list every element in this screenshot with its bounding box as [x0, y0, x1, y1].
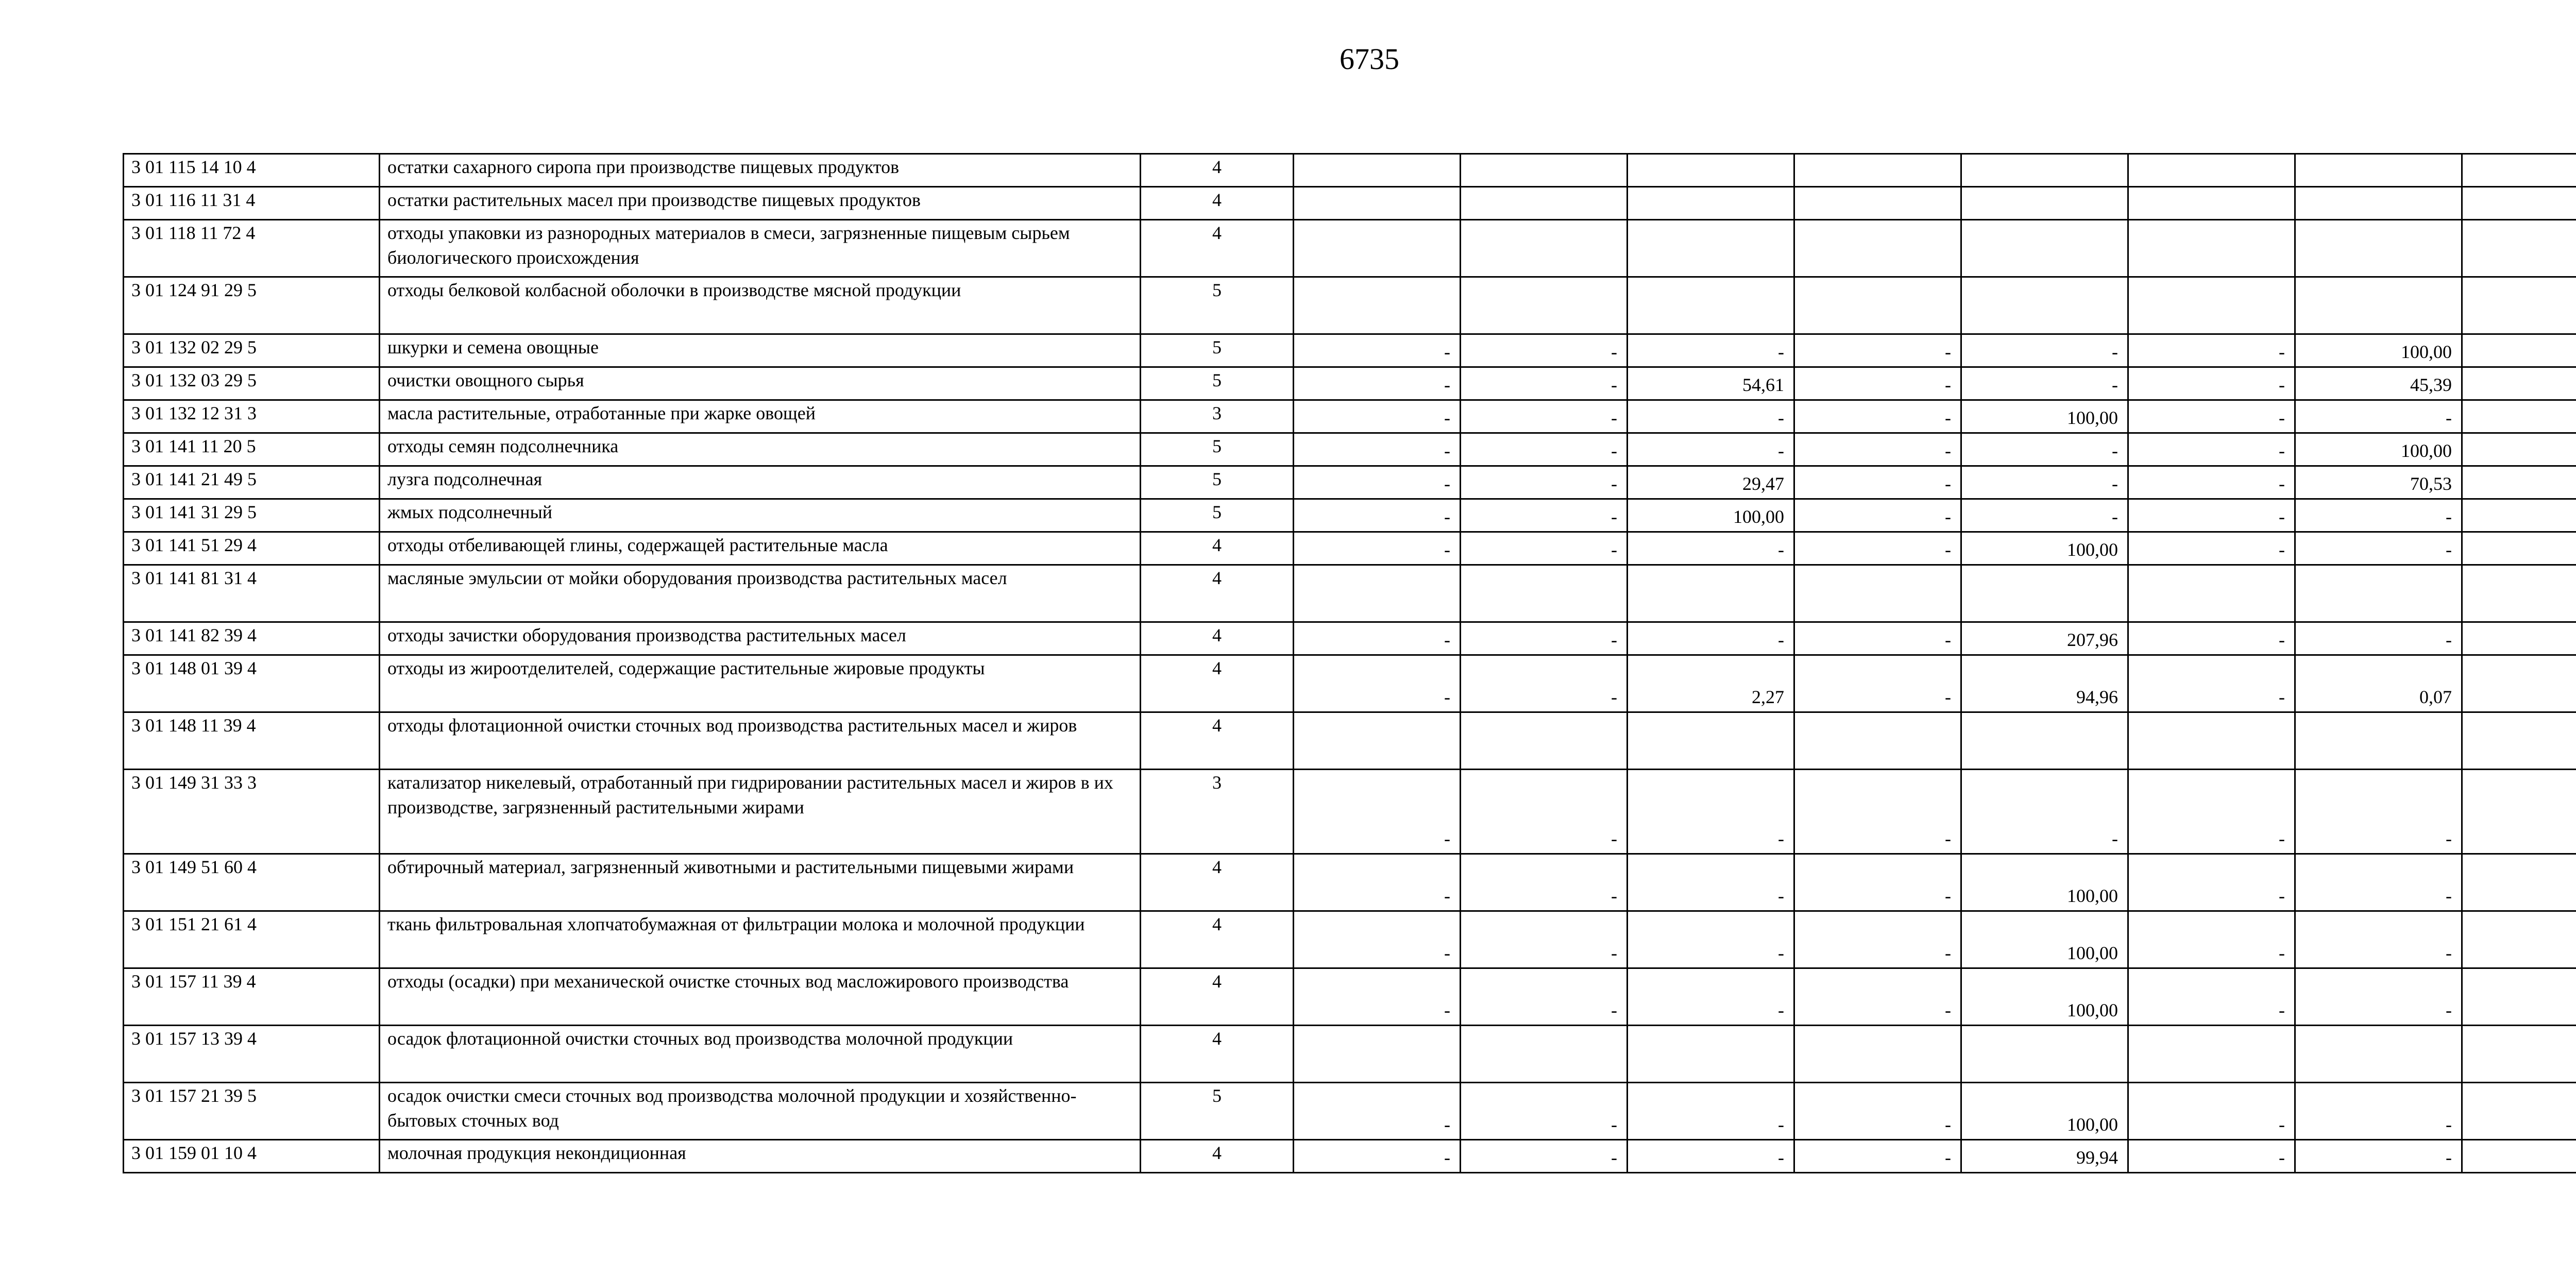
value-cell: [2462, 154, 2576, 187]
value-cell: -: [1794, 334, 1961, 367]
value-cell: -: [1461, 655, 1628, 712]
value-cell: -: [1794, 655, 1961, 712]
value-cell: -: [1628, 400, 1794, 433]
value-cell: -: [1628, 1083, 1794, 1140]
value-cell: [2128, 220, 2295, 277]
value-cell: -: [1294, 1083, 1461, 1140]
value-cell: -: [2128, 622, 2295, 655]
waste-code-cell: 3 01 141 81 31 4: [124, 565, 380, 622]
hazard-class-cell: 5: [1141, 433, 1294, 466]
value-cell: -: [1961, 367, 2128, 400]
waste-code-cell: 3 01 141 21 49 5: [124, 466, 380, 499]
hazard-class-cell: 4: [1141, 220, 1294, 277]
value-cell: [1294, 220, 1461, 277]
hazard-class-cell: 4: [1141, 655, 1294, 712]
value-cell: -: [1461, 532, 1628, 565]
hazard-class-cell: 4: [1141, 532, 1294, 565]
waste-name-cell: лузга подсолнечная: [380, 466, 1141, 499]
value-cell: -: [1794, 770, 1961, 854]
value-cell: [2128, 277, 2295, 334]
value-cell: -: [2128, 532, 2295, 565]
waste-name-cell: ткань фильтровальная хлопчатобумажная от фильтрации молока и молочной продукции: [380, 911, 1141, 968]
value-cell: 99,94: [1961, 1140, 2128, 1173]
value-cell: -: [2295, 1083, 2462, 1140]
value-cell: [2462, 968, 2576, 1026]
value-cell: -: [1294, 911, 1461, 968]
waste-table: [123, 153, 2576, 1173]
value-cell: -: [1794, 1083, 1961, 1140]
waste-name-cell: шкурки и семена овощные: [380, 334, 1141, 367]
value-cell: -: [2295, 854, 2462, 911]
table-row: [124, 220, 2576, 277]
table-row: [124, 433, 2576, 466]
value-cell: [1794, 1026, 1961, 1083]
waste-name-cell: масляные эмульсии от мойки оборудования производства растительных масел: [380, 565, 1141, 622]
hazard-class-cell: 4: [1141, 154, 1294, 187]
value-cell: -: [1794, 400, 1961, 433]
waste-name-cell: осадок флотационной очистки сточных вод производства молочной продукции: [380, 1026, 1141, 1083]
value-cell: -: [2128, 1083, 2295, 1140]
table-row: [124, 187, 2576, 220]
waste-code-cell: 3 01 141 11 20 5: [124, 433, 380, 466]
value-cell: -: [1461, 1083, 1628, 1140]
waste-code-cell: 3 01 132 03 29 5: [124, 367, 380, 400]
value-cell: [2295, 565, 2462, 622]
value-cell: [1794, 154, 1961, 187]
value-cell: -: [1628, 968, 1794, 1026]
hazard-class-cell: 4: [1141, 1140, 1294, 1173]
hazard-class-cell: 4: [1141, 968, 1294, 1026]
value-cell: 0,07: [2295, 655, 2462, 712]
value-cell: -: [1461, 499, 1628, 532]
value-cell: -: [1294, 655, 1461, 712]
value-cell: [1294, 1026, 1461, 1083]
value-cell: 100,00: [1961, 532, 2128, 565]
value-cell: -: [2295, 770, 2462, 854]
waste-code-cell: 3 01 132 02 29 5: [124, 334, 380, 367]
value-cell: 45,39: [2295, 367, 2462, 400]
value-cell: -: [2128, 655, 2295, 712]
waste-name-cell: масла растительные, отработанные при жарке овощей: [380, 400, 1141, 433]
waste-code-cell: 3 01 124 91 29 5: [124, 277, 380, 334]
value-cell: [1294, 565, 1461, 622]
hazard-class-cell: 4: [1141, 911, 1294, 968]
value-cell: [2295, 1026, 2462, 1083]
value-cell: -: [2128, 433, 2295, 466]
value-cell: -: [2128, 400, 2295, 433]
value-cell: -: [1794, 622, 1961, 655]
table-row: [124, 1140, 2576, 1173]
hazard-class-cell: 3: [1141, 770, 1294, 854]
hazard-class-cell: 4: [1141, 622, 1294, 655]
value-cell: -: [1461, 911, 1628, 968]
table-row: [124, 367, 2576, 400]
value-cell: [2295, 277, 2462, 334]
value-cell: [2295, 187, 2462, 220]
value-cell: [2462, 770, 2576, 854]
value-cell: 100,00: [1961, 911, 2128, 968]
value-cell: -: [1628, 911, 1794, 968]
waste-name-cell: обтирочный материал, загрязненный животными и растительными пищевыми жирами: [380, 854, 1141, 911]
value-cell: [2128, 712, 2295, 770]
value-cell: [2462, 532, 2576, 565]
value-cell: 100,00: [1628, 499, 1794, 532]
value-cell: -: [2128, 968, 2295, 1026]
value-cell: -: [1294, 433, 1461, 466]
table-row: [124, 565, 2576, 622]
value-cell: [1794, 565, 1961, 622]
value-cell: [1961, 187, 2128, 220]
value-cell: [2462, 400, 2576, 433]
table-row: [124, 154, 2576, 187]
value-cell: -: [1294, 367, 1461, 400]
value-cell: -: [1628, 532, 1794, 565]
value-cell: 29,47: [1628, 466, 1794, 499]
value-cell: -: [1961, 770, 2128, 854]
value-cell: -: [1461, 400, 1628, 433]
value-cell: 100,00: [2295, 433, 2462, 466]
value-cell: -: [1628, 433, 1794, 466]
value-cell: [2295, 154, 2462, 187]
waste-code-cell: 3 01 157 21 39 5: [124, 1083, 380, 1140]
value-cell: -: [2295, 532, 2462, 565]
waste-name-cell: отходы из жироотделителей, содержащие растительные жировые продукты: [380, 655, 1141, 712]
value-cell: [2462, 655, 2576, 712]
value-cell: -: [1628, 622, 1794, 655]
table-row: [124, 532, 2576, 565]
value-cell: [1961, 565, 2128, 622]
waste-code-cell: 3 01 141 31 29 5: [124, 499, 380, 532]
value-cell: -: [1294, 770, 1461, 854]
value-cell: -: [1794, 499, 1961, 532]
value-cell: -: [1461, 1140, 1628, 1173]
value-cell: -: [1294, 854, 1461, 911]
waste-name-cell: отходы отбеливающей глины, содержащей растительные масла: [380, 532, 1141, 565]
value-cell: [1294, 277, 1461, 334]
value-cell: [1794, 187, 1961, 220]
table-row: [124, 1083, 2576, 1140]
value-cell: -: [2128, 854, 2295, 911]
value-cell: 100,00: [2295, 334, 2462, 367]
table-row: [124, 911, 2576, 968]
value-cell: [2128, 154, 2295, 187]
waste-code-cell: 3 01 115 14 10 4: [124, 154, 380, 187]
value-cell: -: [1461, 968, 1628, 1026]
hazard-class-cell: 5: [1141, 367, 1294, 400]
value-cell: -: [2128, 499, 2295, 532]
value-cell: -: [1294, 400, 1461, 433]
waste-code-cell: 3 01 149 31 33 3: [124, 770, 380, 854]
value-cell: -: [2128, 334, 2295, 367]
table-row: [124, 334, 2576, 367]
value-cell: [2462, 466, 2576, 499]
value-cell: [1628, 187, 1794, 220]
hazard-class-cell: 5: [1141, 277, 1294, 334]
value-cell: -: [2295, 499, 2462, 532]
value-cell: -: [1628, 334, 1794, 367]
waste-name-cell: очистки овощного сырья: [380, 367, 1141, 400]
waste-code-cell: 3 01 148 11 39 4: [124, 712, 380, 770]
value-cell: [2462, 1083, 2576, 1140]
value-cell: 54,61: [1628, 367, 1794, 400]
value-cell: -: [1294, 499, 1461, 532]
hazard-class-cell: 4: [1141, 187, 1294, 220]
value-cell: [1294, 187, 1461, 220]
value-cell: 207,96: [1961, 622, 2128, 655]
waste-name-cell: остатки растительных масел при производстве пищевых продуктов: [380, 187, 1141, 220]
value-cell: -: [1294, 968, 1461, 1026]
waste-code-cell: 3 01 151 21 61 4: [124, 911, 380, 968]
value-cell: [2295, 712, 2462, 770]
waste-code-cell: 3 01 157 13 39 4: [124, 1026, 380, 1083]
value-cell: 94,96: [1961, 655, 2128, 712]
value-cell: [2462, 712, 2576, 770]
waste-code-cell: 3 01 141 82 39 4: [124, 622, 380, 655]
value-cell: -: [2128, 770, 2295, 854]
value-cell: -: [1794, 968, 1961, 1026]
table-row: [124, 277, 2576, 334]
value-cell: -: [1628, 1140, 1794, 1173]
value-cell: [2462, 622, 2576, 655]
value-cell: -: [1961, 466, 2128, 499]
table-row: [124, 854, 2576, 911]
hazard-class-cell: 5: [1141, 499, 1294, 532]
value-cell: 100,00: [1961, 1083, 2128, 1140]
value-cell: [2462, 1140, 2576, 1173]
value-cell: -: [1961, 334, 2128, 367]
value-cell: 100,00: [1961, 854, 2128, 911]
waste-name-cell: молочная продукция некондиционная: [380, 1140, 1141, 1173]
waste-name-cell: отходы семян подсолнечника: [380, 433, 1141, 466]
value-cell: 2,27: [1628, 655, 1794, 712]
value-cell: [1628, 1026, 1794, 1083]
value-cell: 70,53: [2295, 466, 2462, 499]
hazard-class-cell: 4: [1141, 565, 1294, 622]
value-cell: [1628, 277, 1794, 334]
table-row: [124, 712, 2576, 770]
value-cell: [1461, 187, 1628, 220]
value-cell: -: [1294, 334, 1461, 367]
value-cell: [1961, 277, 2128, 334]
value-cell: [1294, 712, 1461, 770]
page-number: 6735: [1340, 42, 1399, 76]
waste-code-cell: 3 01 148 01 39 4: [124, 655, 380, 712]
value-cell: -: [1461, 854, 1628, 911]
hazard-class-cell: 4: [1141, 1026, 1294, 1083]
table-row: [124, 400, 2576, 433]
waste-code-cell: 3 01 118 11 72 4: [124, 220, 380, 277]
value-cell: [1628, 565, 1794, 622]
value-cell: [2462, 911, 2576, 968]
value-cell: [2295, 220, 2462, 277]
waste-code-cell: 3 01 149 51 60 4: [124, 854, 380, 911]
value-cell: [1628, 712, 1794, 770]
value-cell: -: [2295, 911, 2462, 968]
value-cell: [2462, 187, 2576, 220]
value-cell: -: [1961, 499, 2128, 532]
value-cell: [2128, 1026, 2295, 1083]
value-cell: -: [1294, 1140, 1461, 1173]
value-cell: [1794, 277, 1961, 334]
value-cell: -: [2128, 911, 2295, 968]
value-cell: -: [1461, 466, 1628, 499]
value-cell: [1628, 220, 1794, 277]
value-cell: -: [1794, 532, 1961, 565]
waste-code-cell: 3 01 116 11 31 4: [124, 187, 380, 220]
value-cell: [1794, 220, 1961, 277]
table-row: [124, 622, 2576, 655]
hazard-class-cell: 4: [1141, 712, 1294, 770]
waste-name-cell: осадок очистки смеси сточных вод производства молочной продукции и хозяйственно-бытовых сточных вод: [380, 1083, 1141, 1140]
value-cell: -: [2295, 1140, 2462, 1173]
table-row: [124, 466, 2576, 499]
value-cell: -: [1294, 622, 1461, 655]
table-body: [124, 154, 2576, 1173]
value-cell: -: [1461, 622, 1628, 655]
value-cell: -: [1794, 367, 1961, 400]
value-cell: -: [1794, 433, 1961, 466]
hazard-class-cell: 4: [1141, 854, 1294, 911]
value-cell: 100,00: [1961, 968, 2128, 1026]
value-cell: -: [1294, 532, 1461, 565]
waste-code-cell: 3 01 132 12 31 3: [124, 400, 380, 433]
value-cell: [1461, 277, 1628, 334]
value-cell: -: [2295, 968, 2462, 1026]
table-row: [124, 655, 2576, 712]
waste-name-cell: катализатор никелевый, отработанный при гидрировании растительных масел и жиров в их производстве, загрязненный растительными жирами: [380, 770, 1141, 854]
value-cell: -: [1461, 770, 1628, 854]
value-cell: [2462, 433, 2576, 466]
value-cell: [1461, 712, 1628, 770]
value-cell: [1794, 712, 1961, 770]
value-cell: [1294, 154, 1461, 187]
table-row: [124, 770, 2576, 854]
value-cell: [1628, 154, 1794, 187]
value-cell: [1961, 154, 2128, 187]
waste-name-cell: отходы флотационной очистки сточных вод производства растительных масел и жиров: [380, 712, 1141, 770]
waste-name-cell: жмых подсолнечный: [380, 499, 1141, 532]
waste-name-cell: отходы (осадки) при механической очистке сточных вод масложирового производства: [380, 968, 1141, 1026]
waste-name-cell: отходы упаковки из разнородных материалов в смеси, загрязненные пищевым сырьем биологического происхождения: [380, 220, 1141, 277]
waste-name-cell: отходы зачистки оборудования производства растительных масел: [380, 622, 1141, 655]
value-cell: -: [1294, 466, 1461, 499]
value-cell: [2462, 277, 2576, 334]
value-cell: [2462, 334, 2576, 367]
value-cell: [1461, 565, 1628, 622]
value-cell: [2462, 499, 2576, 532]
hazard-class-cell: 5: [1141, 1083, 1294, 1140]
value-cell: [1461, 220, 1628, 277]
value-cell: -: [2128, 367, 2295, 400]
value-cell: [1961, 220, 2128, 277]
value-cell: -: [1461, 334, 1628, 367]
hazard-class-cell: 5: [1141, 466, 1294, 499]
value-cell: -: [1461, 367, 1628, 400]
value-cell: [1461, 154, 1628, 187]
value-cell: -: [2128, 466, 2295, 499]
table-row: [124, 1026, 2576, 1083]
value-cell: -: [2295, 622, 2462, 655]
value-cell: -: [1628, 854, 1794, 911]
value-cell: -: [2128, 1140, 2295, 1173]
value-cell: [1461, 1026, 1628, 1083]
table-row: [124, 499, 2576, 532]
value-cell: [2462, 1026, 2576, 1083]
value-cell: [2462, 220, 2576, 277]
value-cell: [1961, 1026, 2128, 1083]
value-cell: -: [1461, 433, 1628, 466]
table-row: [124, 968, 2576, 1026]
waste-code-cell: 3 01 157 11 39 4: [124, 968, 380, 1026]
value-cell: [2462, 367, 2576, 400]
waste-code-cell: 3 01 159 01 10 4: [124, 1140, 380, 1173]
hazard-class-cell: 3: [1141, 400, 1294, 433]
value-cell: -: [1794, 911, 1961, 968]
value-cell: -: [2295, 400, 2462, 433]
value-cell: [2462, 854, 2576, 911]
value-cell: 100,00: [1961, 400, 2128, 433]
waste-name-cell: остатки сахарного сиропа при производстве пищевых продуктов: [380, 154, 1141, 187]
waste-name-cell: отходы белковой колбасной оболочки в производстве мясной продукции: [380, 277, 1141, 334]
value-cell: [2128, 187, 2295, 220]
value-cell: [2128, 565, 2295, 622]
value-cell: -: [1628, 770, 1794, 854]
value-cell: [2462, 565, 2576, 622]
value-cell: -: [1961, 433, 2128, 466]
value-cell: -: [1794, 1140, 1961, 1173]
value-cell: [1961, 712, 2128, 770]
hazard-class-cell: 5: [1141, 334, 1294, 367]
waste-code-cell: 3 01 141 51 29 4: [124, 532, 380, 565]
value-cell: -: [1794, 854, 1961, 911]
value-cell: -: [1794, 466, 1961, 499]
